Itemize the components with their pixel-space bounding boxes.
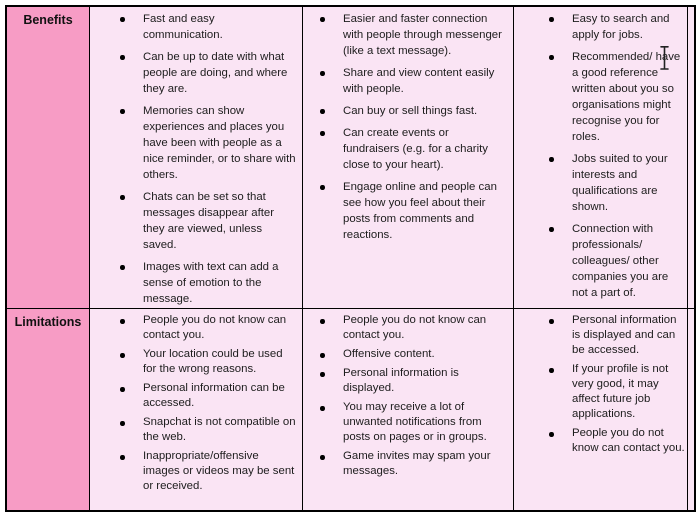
- list-item: Share and view content easily with people.: [319, 65, 507, 97]
- list-item: Personal information can be accessed.: [119, 381, 296, 411]
- list-item: Jobs suited to your interests and qualifications are shown.: [548, 151, 685, 215]
- list-item: Chats can be set so that messages disappear after they are viewed, unless saved.: [119, 189, 296, 253]
- empty-sliver-cell-bottom: [688, 309, 694, 510]
- list-item: Images with text can add a sense of emotion to the message.: [119, 259, 296, 307]
- limitations-cell-col3[interactable]: [514, 309, 688, 510]
- row-header-benefits-label: Benefits: [23, 13, 73, 27]
- benefits-cell-col1[interactable]: [90, 7, 303, 309]
- list-item: Easy to search and apply for jobs.: [548, 11, 685, 43]
- list-item: Fast and easy communication.: [119, 11, 296, 43]
- list-item: Personal information is displayed.: [319, 366, 507, 396]
- benefits-cell-col2[interactable]: [303, 7, 514, 309]
- benefits-list-col1: [119, 11, 296, 307]
- list-item: Inappropriate/offensive images or videos may be sent or received.: [119, 449, 296, 494]
- list-item: People you do not know can contact you.: [119, 313, 296, 343]
- list-item: If your profile is not very good, it may affect future job applications.: [548, 362, 685, 422]
- list-item: Your location could be used for the wrong reasons.: [119, 347, 296, 377]
- list-item: Recommended/ have a good reference written about you so organisations might recognise you for roles.: [548, 49, 685, 145]
- limitations-list-col2: [319, 313, 507, 479]
- empty-sliver-cell-top: [688, 7, 694, 309]
- list-item: Can create events or fundraisers (e.g. for a charity close to your heart).: [319, 125, 507, 173]
- list-item: You may receive a lot of unwanted notifications from posts on pages or in groups.: [319, 400, 507, 445]
- limitations-list-col1: [119, 313, 296, 494]
- list-item: Can buy or sell things fast.: [319, 103, 507, 119]
- list-item: Snapchat is not compatible on the web.: [119, 415, 296, 445]
- list-item: Offensive content.: [319, 347, 507, 362]
- list-item: People you do not know can contact you.: [548, 426, 685, 456]
- list-item: Can be up to date with what people are doing, and where they are.: [119, 49, 296, 97]
- benefits-limitations-table: [5, 5, 696, 512]
- list-item: People you do not know can contact you.: [319, 313, 507, 343]
- list-item: Game invites may spam your messages.: [319, 449, 507, 479]
- row-header-limitations[interactable]: [7, 309, 90, 510]
- row-header-limitations-label: Limitations: [14, 315, 82, 329]
- limitations-list-col3: [548, 313, 685, 456]
- benefits-list-col2: [319, 11, 507, 243]
- row-header-benefits[interactable]: [7, 7, 90, 309]
- list-item: Connection with professionals/ colleagues/ other companies you are not a part of.: [548, 221, 685, 301]
- list-item: Personal information is displayed and can be accessed.: [548, 313, 685, 358]
- list-item: Engage online and people can see how you feel about their posts from comments and reactions.: [319, 179, 507, 243]
- limitations-cell-col1[interactable]: [90, 309, 303, 510]
- list-item: Memories can show experiences and places you have been with people as a nice reminder, or to share with others.: [119, 103, 296, 183]
- limitations-cell-col2[interactable]: [303, 309, 514, 510]
- list-item: Easier and faster connection with people through messenger (like a text message).: [319, 11, 507, 59]
- benefits-list-col3: [548, 11, 685, 301]
- benefits-cell-col3[interactable]: [514, 7, 688, 309]
